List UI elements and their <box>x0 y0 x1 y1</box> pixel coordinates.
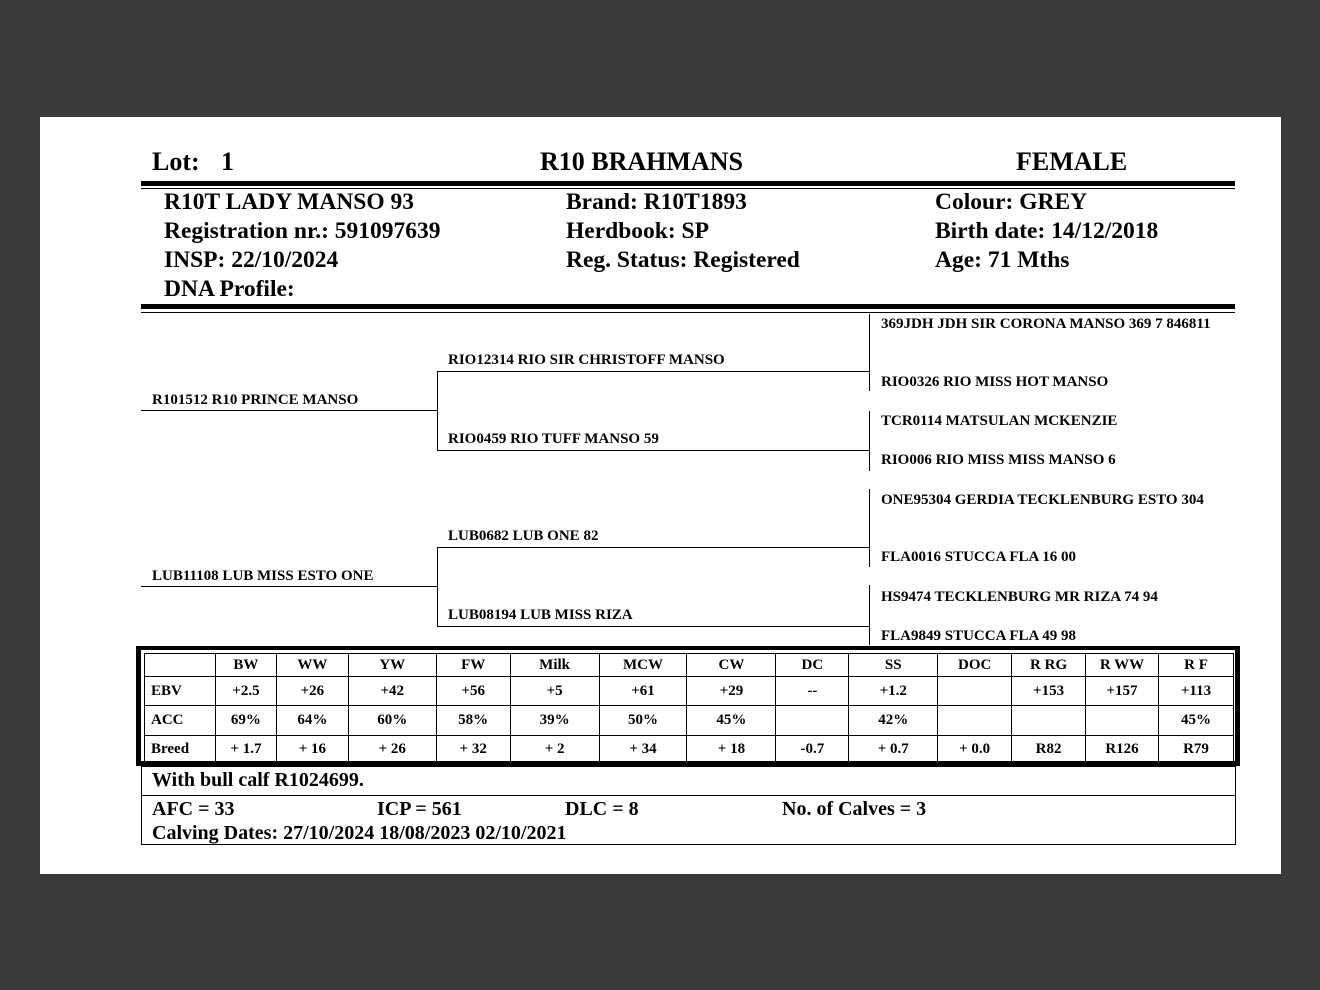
ebv-header-cell: R F <box>1158 654 1233 677</box>
dlc: DLC = 8 <box>565 798 639 820</box>
ebv-cell: + 16 <box>276 736 348 763</box>
ebv-header-cell: R WW <box>1086 654 1159 677</box>
ebv-cell: R82 <box>1012 736 1086 763</box>
age: Age: 71 Mths <box>935 247 1070 273</box>
pedigree-ggp: RIO0326 RIO MISS HOT MANSO <box>881 374 1109 390</box>
ebv-cell: +5 <box>510 677 599 706</box>
header-rule <box>141 181 1235 186</box>
number-of-calves: No. of Calves = 3 <box>782 798 927 820</box>
ebv-cell: 42% <box>849 706 938 736</box>
pedigree-bracket <box>869 411 870 471</box>
pedigree-line <box>437 371 869 372</box>
ebv-cell: +29 <box>687 677 776 706</box>
ebv-cell: 58% <box>436 706 510 736</box>
ebv-cell: +153 <box>1012 677 1086 706</box>
lot-sheet <box>40 117 1281 874</box>
ebv-cell <box>1086 706 1159 736</box>
ebv-cell: +1.2 <box>849 677 938 706</box>
ebv-cell: 39% <box>510 706 599 736</box>
pedigree-dam: LUB11108 LUB MISS ESTO ONE <box>152 568 374 584</box>
sex-label: FEMALE <box>1016 147 1128 176</box>
ebv-cell: 69% <box>215 706 276 736</box>
animal-name: R10T LADY MANSO 93 <box>164 189 415 215</box>
ebv-header-cell: FW <box>436 654 510 677</box>
afc: AFC = 33 <box>152 798 235 820</box>
ebv-cell: + 18 <box>687 736 776 763</box>
ebv-cell: +42 <box>348 677 436 706</box>
ebv-header-cell: DC <box>776 654 849 677</box>
ebv-row <box>145 677 1234 706</box>
ebv-cell: +26 <box>276 677 348 706</box>
pedigree-dam-dam: LUB08194 LUB MISS RIZA <box>448 607 633 623</box>
colour: Colour: GREY <box>935 189 1088 215</box>
ebv-cell: + 1.7 <box>215 736 276 763</box>
pedigree-bracket <box>869 585 870 645</box>
ebv-cell <box>1012 706 1086 736</box>
brand: Brand: R10T1893 <box>566 189 747 215</box>
lot-label: Lot: <box>152 147 200 176</box>
ebv-cell: 45% <box>1158 706 1233 736</box>
herdbook: Herdbook: SP <box>566 218 709 244</box>
ebv-header-row <box>145 654 1234 677</box>
ebv-cell: +157 <box>1086 677 1159 706</box>
ebv-cell: 60% <box>348 706 436 736</box>
pedigree-ggp: 369JDH JDH SIR CORONA MANSO 369 7 846811 <box>881 316 1211 332</box>
pedigree-sire-sire: RIO12314 RIO SIR CHRISTOFF MANSO <box>448 352 725 368</box>
ebv-header-cell: WW <box>276 654 348 677</box>
stats-box <box>141 795 1236 845</box>
ebv-cell: +61 <box>599 677 687 706</box>
ebv-header-cell <box>145 654 216 677</box>
pedigree-line <box>437 626 869 627</box>
ebv-cell: +56 <box>436 677 510 706</box>
pedigree-line <box>437 547 869 548</box>
ebv-table <box>144 653 1234 763</box>
ebv-cell: + 0.0 <box>938 736 1012 763</box>
pedigree-bracket <box>437 371 438 451</box>
insp-date: INSP: 22/10/2024 <box>164 247 339 273</box>
info-rule-thin <box>141 312 1235 313</box>
pedigree-line <box>437 450 869 451</box>
acc-row <box>145 706 1234 736</box>
info-rule <box>141 304 1235 309</box>
pedigree-dam-sire: LUB0682 LUB ONE 82 <box>448 528 599 544</box>
ebv-cell: -0.7 <box>776 736 849 763</box>
pedigree-sire: R101512 R10 PRINCE MANSO <box>152 392 359 408</box>
ebv-cell <box>776 706 849 736</box>
pedigree-ggp: FLA9849 STUCCA FLA 49 98 <box>881 628 1077 644</box>
ebv-cell: 50% <box>599 706 687 736</box>
note-box <box>141 766 1236 796</box>
ebv-cell: 45% <box>687 706 776 736</box>
ebv-cell: + 26 <box>348 736 436 763</box>
pedigree-bracket <box>869 489 870 567</box>
ebv-row-label: Breed <box>145 736 216 763</box>
pedigree-line <box>141 410 437 411</box>
ebv-cell: +2.5 <box>215 677 276 706</box>
ebv-cell: R79 <box>1158 736 1233 763</box>
breed-row <box>145 736 1234 763</box>
ebv-header-cell: BW <box>215 654 276 677</box>
birth-date: Birth date: 14/12/2018 <box>935 218 1159 244</box>
pedigree-bracket <box>437 547 438 627</box>
ebv-header-cell: R RG <box>1012 654 1086 677</box>
calving-dates: Calving Dates: 27/10/2024 18/08/2023 02/10/2021 <box>152 822 567 844</box>
ebv-cell <box>938 677 1012 706</box>
pedigree-ggp: TCR0114 MATSULAN MCKENZIE <box>881 413 1118 429</box>
ebv-cell: + 32 <box>436 736 510 763</box>
ebv-cell <box>938 706 1012 736</box>
ebv-header-cell: MCW <box>599 654 687 677</box>
ebv-header-cell: Milk <box>510 654 599 677</box>
pedigree-ggp: RIO006 RIO MISS MISS MANSO 6 <box>881 452 1116 468</box>
ebv-header-cell: CW <box>687 654 776 677</box>
ebv-cell: +113 <box>1158 677 1233 706</box>
ebv-cell: + 0.7 <box>849 736 938 763</box>
pedigree-ggp: HS9474 TECKLENBURG MR RIZA 74 94 <box>881 589 1158 605</box>
pedigree-bracket <box>869 314 870 391</box>
ebv-cell: R126 <box>1086 736 1159 763</box>
lot-number: 1 <box>221 147 234 176</box>
ebv-header-cell: YW <box>348 654 436 677</box>
pedigree-sire-dam: RIO0459 RIO TUFF MANSO 59 <box>448 431 659 447</box>
breeder-name: R10 BRAHMANS <box>540 147 743 176</box>
dna-profile: DNA Profile: <box>164 276 295 302</box>
ebv-row-label: EBV <box>145 677 216 706</box>
registration-number: Registration nr.: 591097639 <box>164 218 441 244</box>
ebv-header-cell: DOC <box>938 654 1012 677</box>
ebv-cell: 64% <box>276 706 348 736</box>
pedigree-ggp: FLA0016 STUCCA FLA 16 00 <box>881 549 1077 565</box>
ebv-row-label: ACC <box>145 706 216 736</box>
ebv-cell: + 2 <box>510 736 599 763</box>
ebv-cell: -- <box>776 677 849 706</box>
ebv-cell: + 34 <box>599 736 687 763</box>
pedigree-line <box>141 586 437 587</box>
ebv-header-cell: SS <box>849 654 938 677</box>
icp: ICP = 561 <box>377 798 462 820</box>
calf-note: With bull calf R1024699. <box>152 769 364 791</box>
registration-status: Reg. Status: Registered <box>566 247 800 273</box>
pedigree-ggp: ONE95304 GERDIA TECKLENBURG ESTO 304 <box>881 492 1204 508</box>
